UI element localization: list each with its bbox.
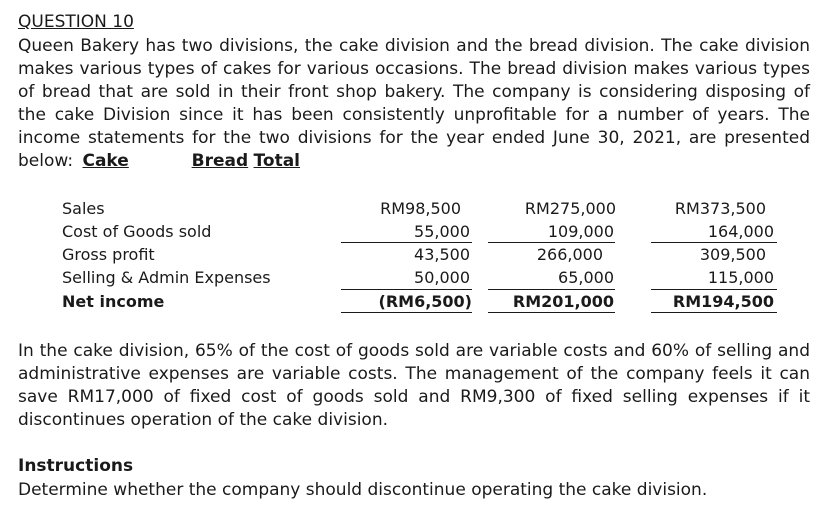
bread-gross-profit: 266,000 — [536, 245, 603, 264]
total-net-income: RM194,500 — [672, 292, 774, 311]
total-expense-rule — [651, 289, 777, 290]
bread-net-income: RM201,000 — [512, 292, 614, 311]
header-total: Total — [253, 151, 300, 171]
total-cogs: 164,000 — [707, 222, 774, 241]
row-label-net-income: Net income — [62, 292, 165, 311]
row-label-gross-profit: Gross profit — [62, 245, 155, 264]
total-cogs-rule — [651, 242, 777, 243]
total-gross-profit: 309,500 — [699, 245, 766, 264]
cake-sales: RM98,500 — [380, 199, 461, 218]
question-intro — [18, 35, 810, 173]
row-label-selling-admin: Selling & Admin Expenses — [62, 268, 271, 287]
cake-expense-rule — [341, 289, 472, 290]
instructions-heading: Instructions — [18, 456, 134, 476]
total-net-rule — [651, 312, 777, 313]
cake-selling-admin: 50,000 — [414, 268, 470, 287]
cake-net-rule — [341, 312, 472, 313]
intro-text: Queen Bakery has two divisions, the cake division and the bread division. The cake division makes various types of cakes for various occasions. The bread division makes various types of bread that are sold in their front shop bakery. The company is considering disposing of the cake Division since it has been consistently unprofitable for a number of years. The income statements for the two divisions for the year ended June 30, 2021, are presented below: — [18, 36, 810, 171]
row-label-cogs: Cost of Goods sold — [62, 222, 212, 241]
bread-selling-admin: 65,000 — [558, 268, 614, 287]
total-sales: RM373,500 — [674, 199, 766, 218]
question-title: QUESTION 10 — [18, 12, 134, 32]
cake-gross-profit: 43,500 — [414, 245, 470, 264]
total-selling-admin: 115,000 — [707, 268, 774, 287]
header-bread: Bread — [191, 151, 249, 171]
bread-net-rule — [488, 312, 615, 313]
cake-cogs: 55,000 — [414, 222, 470, 241]
cake-cogs-rule — [341, 242, 472, 243]
header-cake: Cake — [82, 151, 129, 171]
bread-expense-rule — [488, 289, 615, 290]
row-label-sales: Sales — [62, 199, 105, 218]
cake-net-income: (RM6,500) — [378, 292, 472, 311]
bread-sales: RM275,000 — [524, 199, 616, 218]
bread-cogs: 109,000 — [547, 222, 614, 241]
question-details: In the cake division, 65% of the cost of goods sold are variable costs and 60% of selling and administrative expenses are variable costs. The management of the company feels it can save RM17,000 of fixed cost of goods sold and RM9,300 of fixed selling expenses if it discontinues operation of the cake division. — [18, 341, 810, 430]
bread-cogs-rule — [488, 242, 615, 243]
instructions-text: Determine whether the company should discontinue operating the cake division. — [18, 480, 708, 500]
